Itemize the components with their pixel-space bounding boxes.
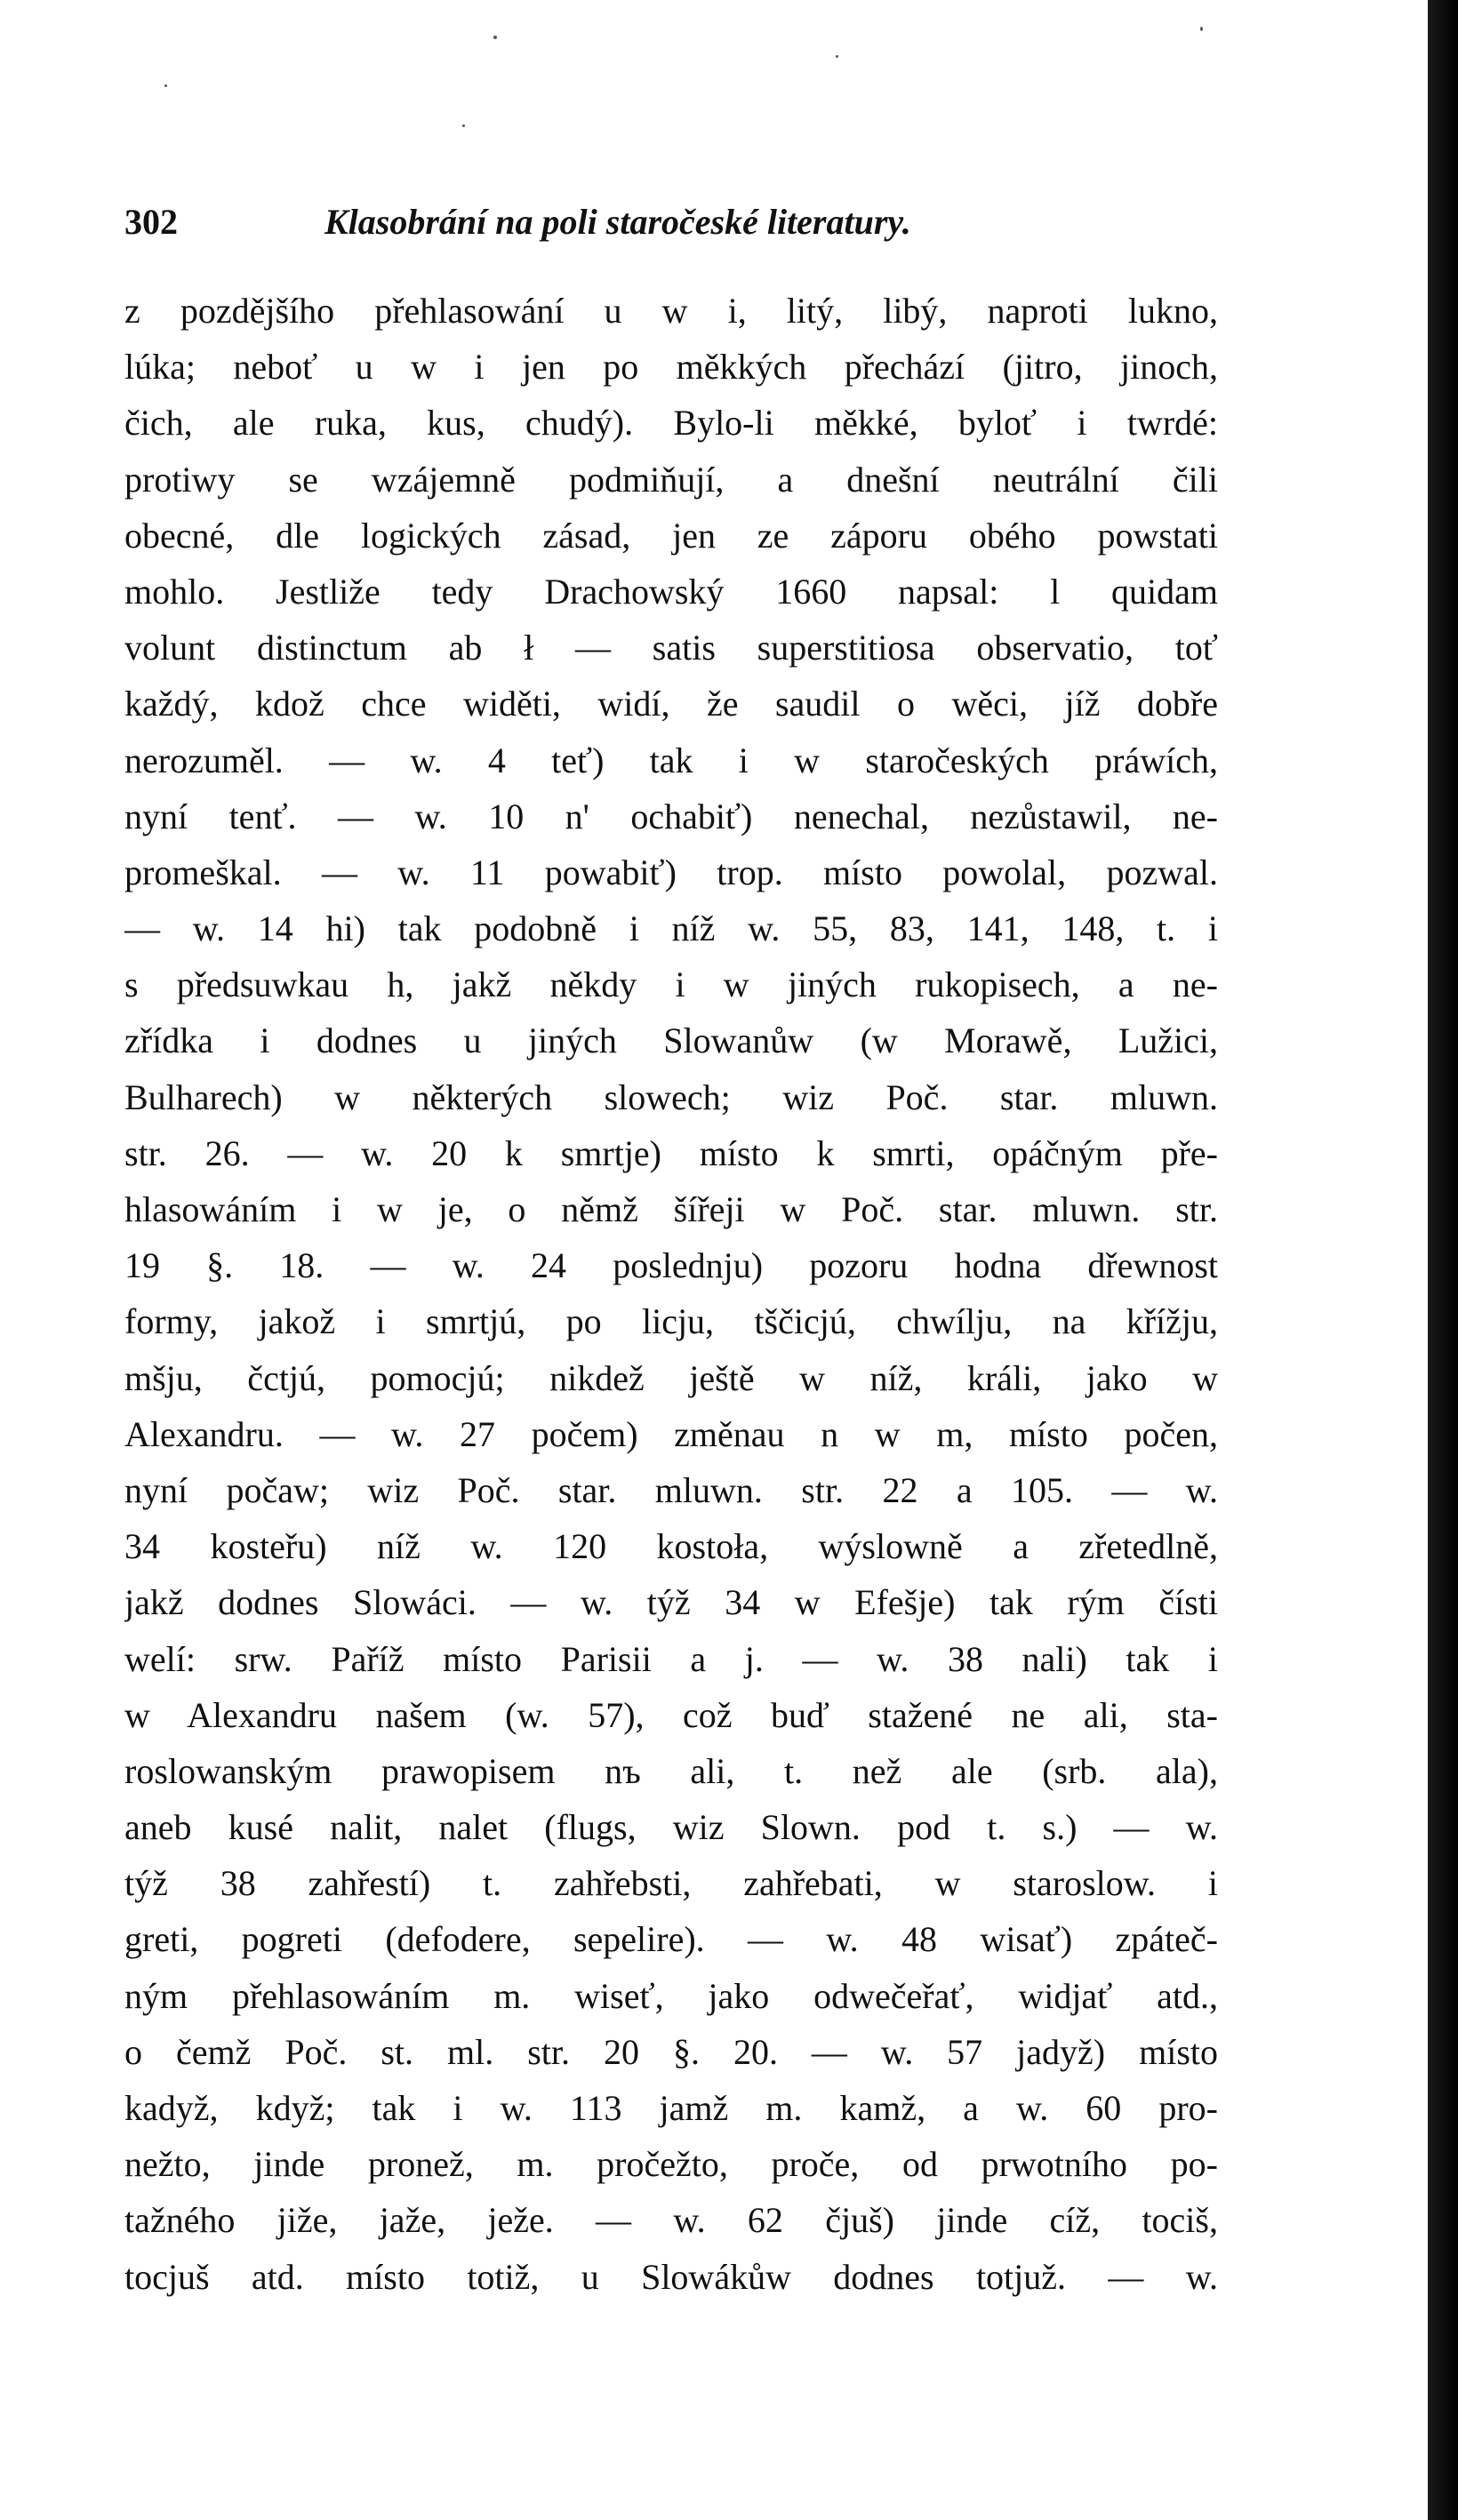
text-line: 19 §. 18. — w. 24 poslednju) pozoru hodna dřewnost [124,1245,1218,1286]
text-line: o čemž Poč. st. ml. str. 20 §. 20. — w. 57 jadyž) místo [124,2031,1218,2072]
text-line: roslowanským prawopisem nъ ali, t. než ale (srb. ala), [124,1750,1218,1791]
text-line: nyní počaw; wiz Poč. star. mluwn. str. 22 a 105. — w. [124,1469,1218,1510]
text-line: ným přehlasowáním m. wiseť, jako odwečeřať, widjať atd., [124,1975,1218,2016]
text-line: mšju, čctjú, pomocjú; nikdež ještě w níž, králi, jako w [124,1357,1218,1398]
text-line: Alexandru. — w. 27 počem) změnau n w m, místo počen, [124,1413,1218,1454]
text-line: — w. 14 hi) tak podobně i níž w. 55, 83, 141, 148, t. i [124,908,1218,949]
text-line: welí: srw. Paříž místo Parisii a j. — w. 38 nali) tak i [124,1638,1218,1679]
running-title: Klasobrání na poli staročeské literatury. [324,202,911,242]
page-number: 302 [124,202,178,242]
text-line: tažného jiže, jaže, ježe. — w. 62 čjuš) jinde cíž, tociš, [124,2200,1218,2241]
text-line: kadyž, když; tak i w. 113 jamž m. kamž, a w. 60 pro- [124,2088,1218,2128]
text-line: týž 38 zahřestí) t. zahřebsti, zahřebati, w staroslow. i [124,1863,1218,1904]
text-line: volunt distinctum ab ł — satis superstitiosa observatio, toť [124,628,1218,668]
text-line: promeškal. — w. 11 powabiť) trop. místo powolal, pozwal. [124,852,1218,892]
text-line: tocjuš atd. místo totiž, u Slowákůw dodnes totjuž. — w. [124,2256,1218,2297]
text-line: Bulharech) w některých slowech; wiz Poč. star. mluwn. [124,1076,1218,1117]
text-line: greti, pogreti (defodere, sepelire). — w. 48 wisať) zpáteč- [124,1919,1218,1960]
text-line: každý, kdož chce widěti, widí, že saudil o wěci, jíž dobře [124,684,1218,724]
text-line: nežto, jinde pronež, m. pročežto, proče, od prwotního po- [124,2144,1218,2185]
text-line: hlasowáním i w je, o němž šířeji w Poč. star. mluwn. str. [124,1189,1218,1229]
text-line: čich, ale ruka, kus, chudý). Bylo-li měkké, byloť i twrdé: [124,403,1218,444]
text-line: str. 26. — w. 20 k smrtje) místo k smrti, opáčným pře- [124,1132,1218,1173]
text-line: nerozuměl. — w. 4 teť) tak i w staročeských práwích, [124,740,1218,780]
text-line: zřídka i dodnes u jiných Slowanůw (w Morawě, Lužici, [124,1020,1218,1061]
text-line: lúka; neboť u w i jen po měkkých přechází (jitro, jinoch, [124,347,1218,388]
text-line: obecné, dle logických zásad, jen ze záporu obého powstati [124,515,1218,556]
text-line: jakž dodnes Slowáci. — w. týž 34 w Efešje) tak rým čísti [124,1582,1218,1623]
text-line: protiwy se wzájemně podmiňují, a dnešní neutrální čili [124,459,1218,500]
text-line: 34 kosteřu) níž w. 120 kostoła, wýslowně a zřetedlně, [124,1526,1218,1567]
text-line: w Alexandru našem (w. 57), což buď stažené ne ali, sta- [124,1694,1218,1735]
text-line: nyní tenť. — w. 10 n' ochabiť) nenechal, nezůstawil, ne- [124,796,1218,836]
body-text [124,283,1218,2305]
page-header [124,196,1218,249]
text-line: z pozdějšího přehlasowání u w i, litý, libý, naproti lukno, [124,291,1218,331]
text-line: s předsuwkau h, jakž někdy i w jiných rukopisech, a ne- [124,964,1218,1005]
text-line: mohlo. Jestliže tedy Drachowský 1660 napsal: l quidam [124,571,1218,612]
page-content [124,0,1218,2520]
scan-shadow-edge [1428,0,1458,2520]
text-line: formy, jakož i smrtjú, po licju, tščicjú, chwílju, na křížju, [124,1301,1218,1342]
text-line: aneb kusé nalit, nalet (flugs, wiz Slown. pod t. s.) — w. [124,1807,1218,1848]
